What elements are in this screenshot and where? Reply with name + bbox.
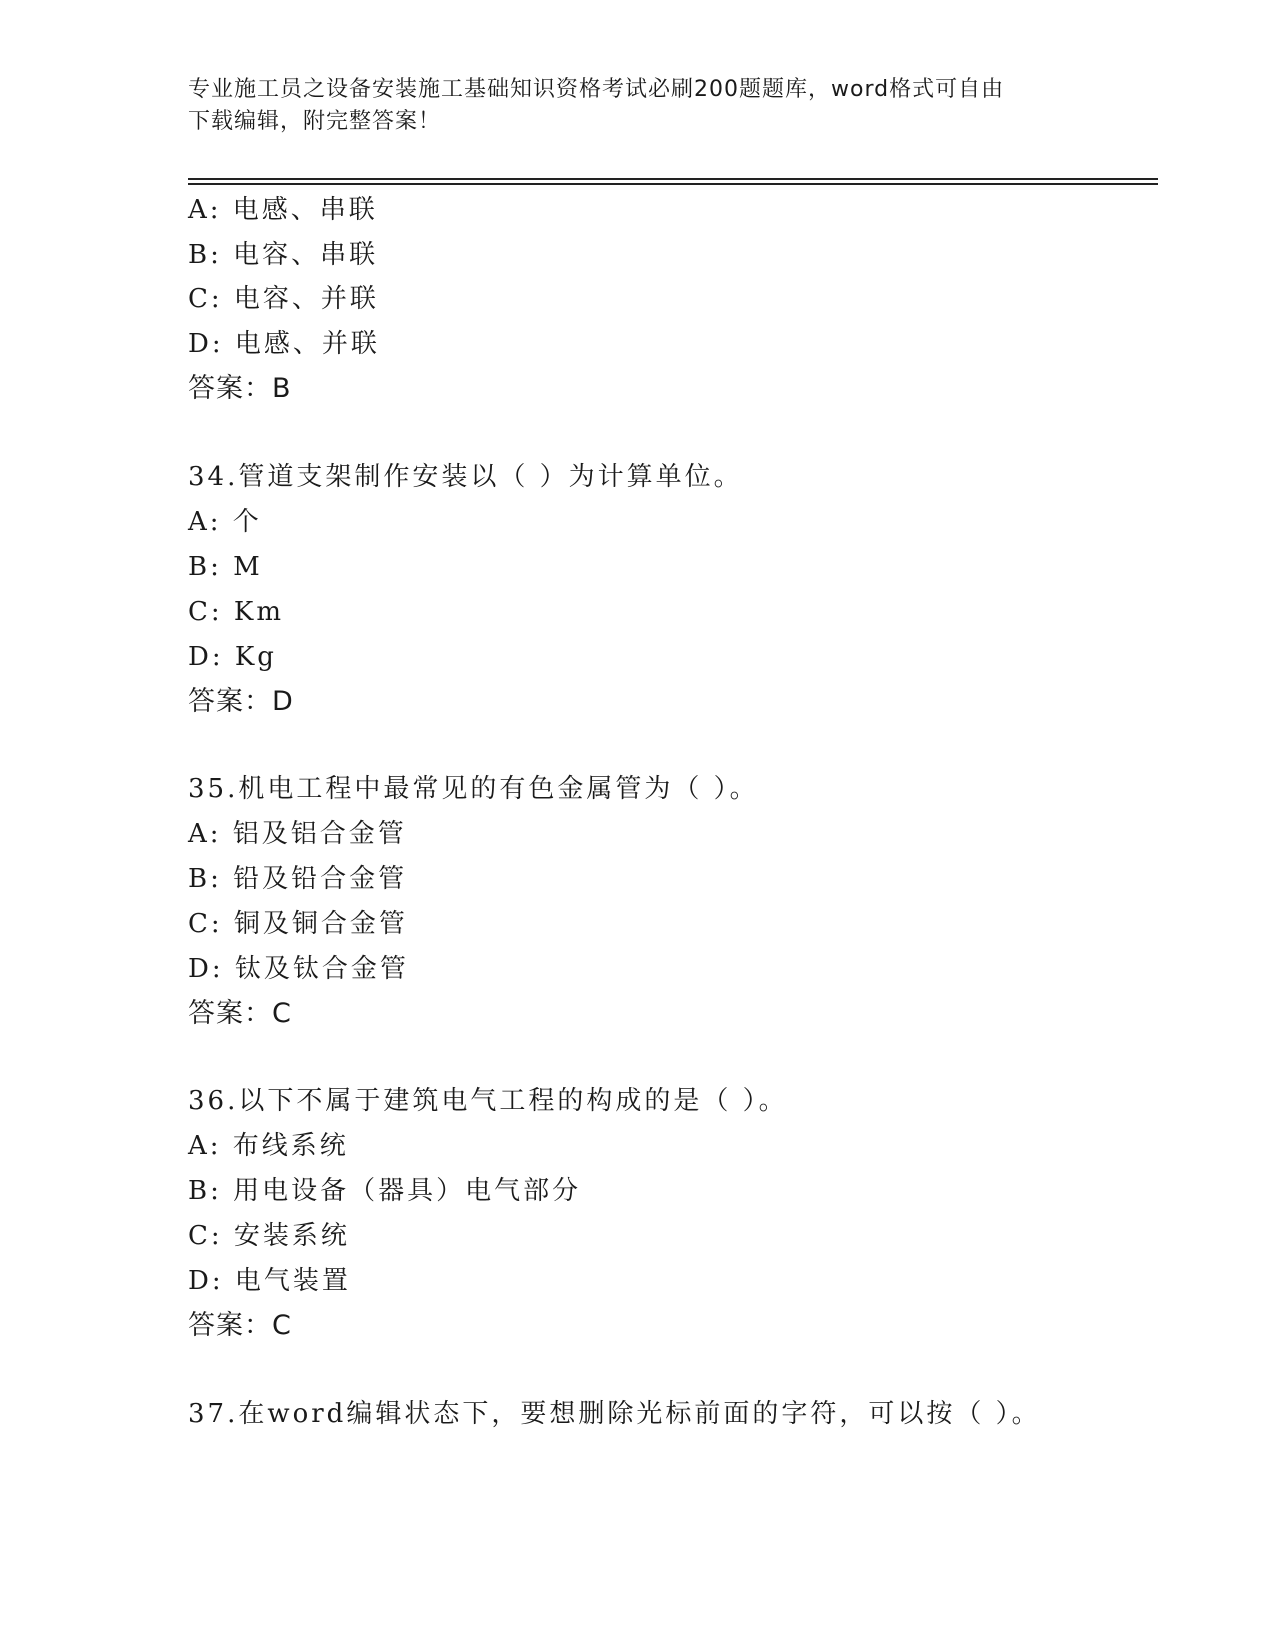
q33-answer: 答案：B — [188, 373, 292, 404]
header-line-2: 下载编辑，附完整答案！ — [188, 109, 442, 134]
q34-option-d: D: Kg — [188, 642, 277, 672]
header-divider-top — [188, 178, 1158, 180]
q36-answer: 答案：C — [188, 1310, 292, 1341]
q35-answer: 答案：C — [188, 998, 292, 1029]
q34-option-c: C: Km — [188, 597, 284, 627]
header-line-1: 专业施工员之设备安装施工基础知识资格考试必刷200题题库，word格式可自由 — [188, 77, 1005, 102]
q34-option-a: A: 个 — [188, 507, 262, 537]
header-divider-bottom — [188, 183, 1158, 185]
q33-option-d: D: 电感、并联 — [188, 329, 380, 359]
q36-option-b: B: 用电设备（器具）电气部分 — [188, 1176, 582, 1206]
q36-stem: 36.以下不属于建筑电气工程的构成的是（ ）。 — [188, 1086, 788, 1116]
q33-option-c: C: 电容、并联 — [188, 284, 379, 314]
q34-answer: 答案：D — [188, 686, 294, 717]
q34-option-b: B: M — [188, 552, 263, 582]
q36-option-c: C: 安装系统 — [188, 1221, 350, 1251]
q35-option-a: A: 铝及铝合金管 — [188, 819, 407, 849]
q36-option-d: D: 电气装置 — [188, 1266, 351, 1296]
q33-option-b: B: 电容、串联 — [188, 240, 379, 270]
q35-option-b: B: 铅及铅合金管 — [188, 864, 408, 894]
q35-stem: 35.机电工程中最常见的有色金属管为（ ）。 — [188, 774, 759, 804]
q33-option-a: A: 电感、串联 — [188, 195, 378, 225]
q35-option-d: D: 钛及钛合金管 — [188, 954, 409, 984]
q36-option-a: A: 布线系统 — [188, 1131, 349, 1161]
q37-stem: 37.在word编辑状态下，要想删除光标前面的字符，可以按（ ）。 — [188, 1399, 1041, 1429]
q34-stem: 34.管道支架制作安装以（ ）为计算单位。 — [188, 462, 743, 492]
q35-option-c: C: 铜及铜合金管 — [188, 909, 408, 939]
document-header — [188, 74, 1068, 138]
